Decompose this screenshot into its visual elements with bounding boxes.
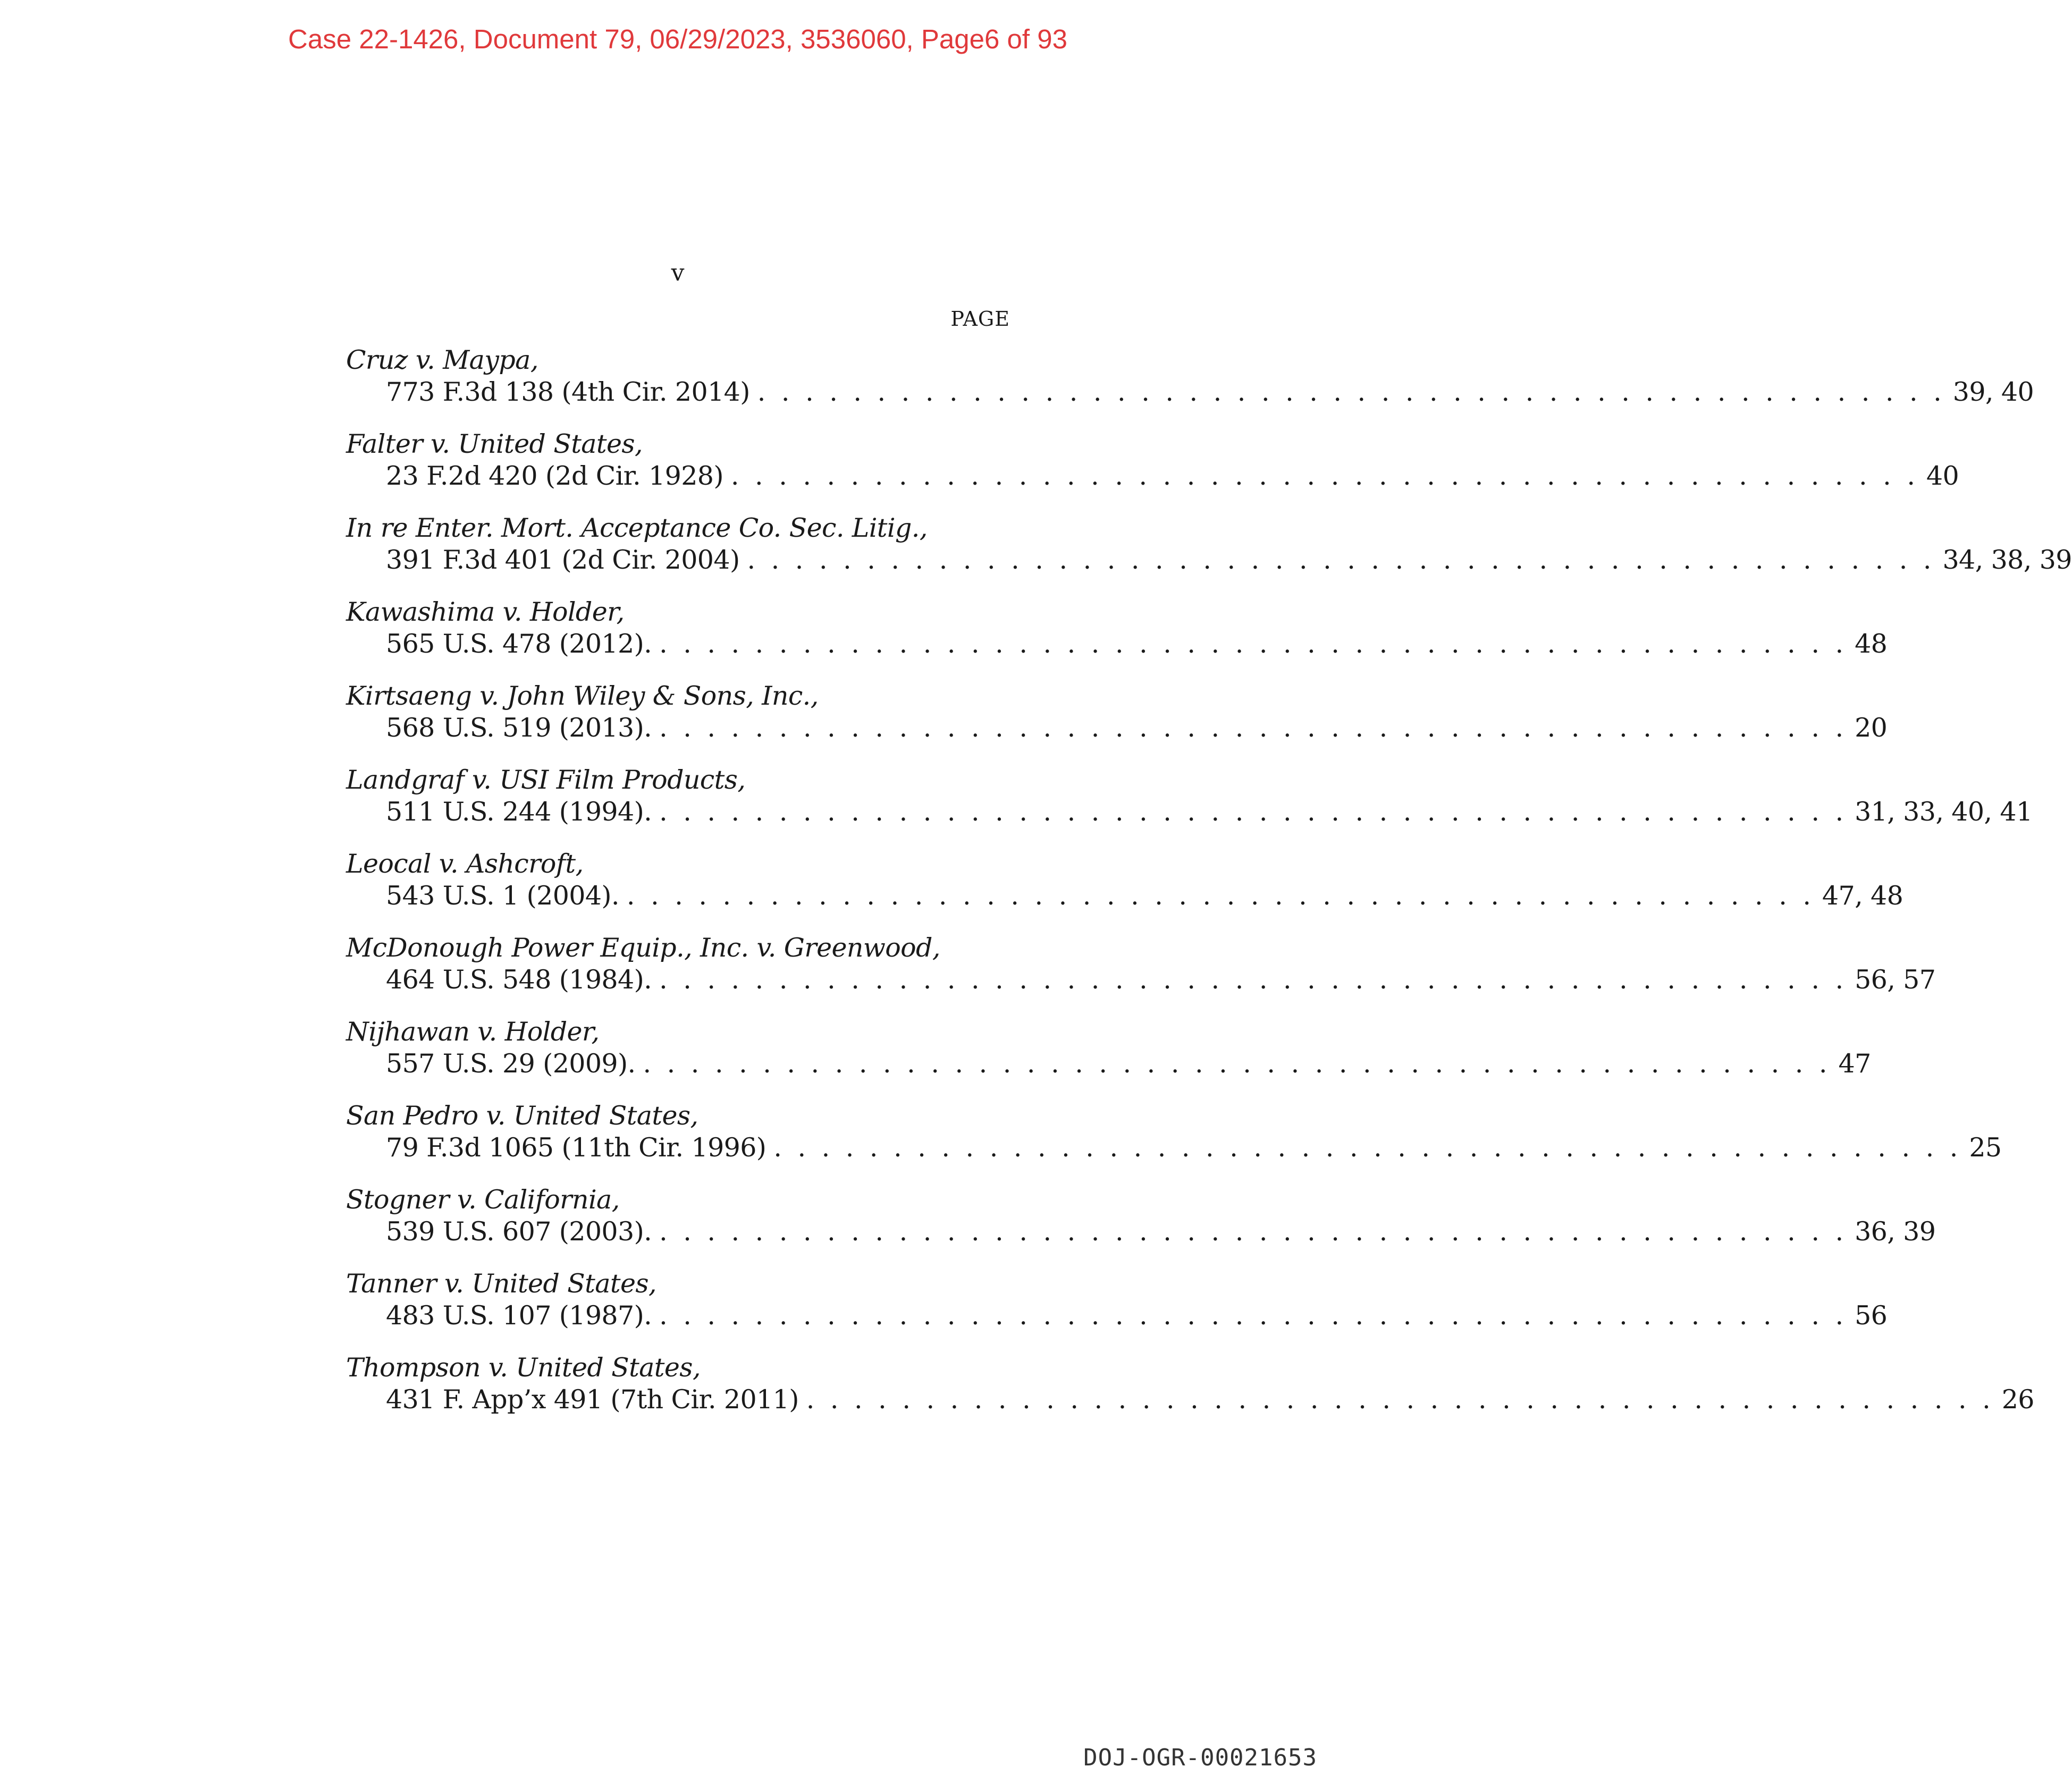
citation-row bbox=[386, 796, 2033, 828]
case-name: Cruz v. Maypa, bbox=[346, 345, 538, 375]
page-refs: 47 bbox=[1838, 1049, 1871, 1079]
toc-entry bbox=[346, 1016, 1871, 1080]
citation: 543 U.S. 1 (2004). bbox=[386, 881, 619, 911]
dot-leader: . . . . . . . . . . . . . . . . . . . . . . . . . . . . . . . . . . . . . . . . . . . . . . . . . . bbox=[659, 1216, 1848, 1247]
dot-leader: . . . . . . . . . . . . . . . . . . . . . . . . . . . . . . . . . . . . . . . . . . . . . . . . . . bbox=[626, 881, 1815, 911]
citation-row bbox=[386, 880, 1903, 912]
citation-row bbox=[386, 1132, 2002, 1164]
citation: 431 F. App’x 491 (7th Cir. 2011) bbox=[386, 1384, 799, 1415]
citation-row bbox=[386, 376, 2034, 408]
citation-row bbox=[386, 1300, 1888, 1332]
page-refs: 47, 48 bbox=[1822, 881, 1903, 911]
dot-leader: . . . . . . . . . . . . . . . . . . . . . . . . . . . . . . . . . . . . . . . . . . . . . . . . . . bbox=[643, 1049, 1831, 1079]
case-name: Thompson v. United States, bbox=[346, 1352, 701, 1383]
citation: 773 F.3d 138 (4th Cir. 2014) bbox=[386, 377, 750, 407]
page-refs: 48 bbox=[1855, 629, 1888, 659]
toc-entry bbox=[346, 1184, 1936, 1248]
case-header-stamp: Case 22-1426, Document 79, 06/29/2023, 3536060, Page6 of 93 bbox=[288, 24, 1067, 54]
citation-row bbox=[386, 1384, 2034, 1416]
table-of-authorities bbox=[346, 344, 2072, 1436]
case-name: Landgraf v. USI Film Products, bbox=[346, 765, 746, 795]
toc-entry bbox=[346, 1352, 2034, 1416]
page-refs: 56, 57 bbox=[1855, 965, 1936, 995]
dot-leader: . . . . . . . . . . . . . . . . . . . . . . . . . . . . . . . . . . . . . . . . . . . . . . . . . . bbox=[659, 965, 1848, 995]
toc-entry bbox=[346, 1100, 2002, 1164]
dot-leader: . . . . . . . . . . . . . . . . . . . . . . . . . . . . . . . . . . . . . . . . . . . . . . . . . . bbox=[773, 1132, 1962, 1163]
citation: 464 U.S. 548 (1984). bbox=[386, 965, 652, 995]
citation-row bbox=[386, 964, 1936, 996]
case-name: Nijhawan v. Holder, bbox=[346, 1017, 600, 1047]
dot-leader: . . . . . . . . . . . . . . . . . . . . . . . . . . . . . . . . . . . . . . . . . . . . . . . . . . bbox=[806, 1384, 1994, 1415]
citation: 565 U.S. 478 (2012). bbox=[386, 629, 652, 659]
case-name: McDonough Power Equip., Inc. v. Greenwood, bbox=[346, 933, 940, 963]
page-column-label: PAGE bbox=[950, 307, 1010, 331]
page-refs: 39, 40 bbox=[1952, 377, 2034, 407]
toc-entry bbox=[346, 764, 2033, 828]
citation-row bbox=[386, 1048, 1871, 1080]
toc-entry bbox=[346, 344, 2034, 408]
page-refs: 56 bbox=[1855, 1300, 1888, 1331]
citation: 391 F.3d 401 (2d Cir. 2004) bbox=[386, 545, 740, 575]
citation: 483 U.S. 107 (1987). bbox=[386, 1300, 652, 1331]
case-name: San Pedro v. United States, bbox=[346, 1101, 698, 1131]
case-name: Kirtsaeng v. John Wiley & Sons, Inc., bbox=[346, 681, 819, 711]
dot-leader: . . . . . . . . . . . . . . . . . . . . . . . . . . . . . . . . . . . . . . . . . . . . . . . . . . bbox=[730, 461, 1919, 491]
page-refs: 36, 39 bbox=[1855, 1216, 1936, 1247]
case-name: Stogner v. California, bbox=[346, 1185, 620, 1215]
page-refs: 26 bbox=[2001, 1384, 2034, 1415]
citation: 568 U.S. 519 (2013). bbox=[386, 713, 652, 743]
case-name: Leocal v. Ashcroft, bbox=[346, 849, 584, 879]
case-name: Tanner v. United States, bbox=[346, 1269, 656, 1299]
page-refs: 25 bbox=[1969, 1132, 2002, 1163]
citation-row bbox=[386, 460, 1959, 492]
citation: 511 U.S. 244 (1994). bbox=[386, 797, 652, 827]
page-refs: 34, 38, 39 bbox=[1942, 545, 2072, 575]
toc-entry bbox=[346, 428, 1959, 492]
citation-row bbox=[386, 544, 2072, 576]
dot-leader: . . . . . . . . . . . . . . . . . . . . . . . . . . . . . . . . . . . . . . . . . . . . . . . . . . bbox=[659, 713, 1848, 743]
page-refs: 40 bbox=[1926, 461, 1959, 491]
toc-entry bbox=[346, 932, 1936, 996]
citation: 557 U.S. 29 (2009). bbox=[386, 1049, 636, 1079]
toc-entry bbox=[346, 1268, 1888, 1332]
dot-leader: . . . . . . . . . . . . . . . . . . . . . . . . . . . . . . . . . . . . . . . . . . . . . . . . . . bbox=[659, 1300, 1848, 1331]
citation: 539 U.S. 607 (2003). bbox=[386, 1216, 652, 1247]
page-number: v bbox=[671, 259, 685, 286]
bates-number: DOJ-OGR-00021653 bbox=[1083, 1744, 1317, 1771]
case-name: In re Enter. Mort. Acceptance Co. Sec. Litig., bbox=[346, 513, 928, 543]
toc-entry bbox=[346, 680, 1888, 744]
citation-row bbox=[386, 1216, 1936, 1248]
dot-leader: . . . . . . . . . . . . . . . . . . . . . . . . . . . . . . . . . . . . . . . . . . . . . . . . . . bbox=[747, 545, 1935, 575]
toc-entry bbox=[346, 596, 1888, 660]
citation-row bbox=[386, 712, 1888, 744]
dot-leader: . . . . . . . . . . . . . . . . . . . . . . . . . . . . . . . . . . . . . . . . . . . . . . . . . . bbox=[757, 377, 1945, 407]
page-refs: 20 bbox=[1855, 713, 1888, 743]
toc-entry bbox=[346, 848, 1903, 912]
citation: 23 F.2d 420 (2d Cir. 1928) bbox=[386, 461, 723, 491]
citation: 79 F.3d 1065 (11th Cir. 1996) bbox=[386, 1132, 767, 1163]
page-refs: 31, 33, 40, 41 bbox=[1855, 797, 2033, 827]
toc-entry bbox=[346, 512, 2072, 576]
case-name: Falter v. United States, bbox=[346, 429, 643, 459]
dot-leader: . . . . . . . . . . . . . . . . . . . . . . . . . . . . . . . . . . . . . . . . . . . . . . . . . . bbox=[659, 629, 1848, 659]
citation-row bbox=[386, 628, 1888, 660]
dot-leader: . . . . . . . . . . . . . . . . . . . . . . . . . . . . . . . . . . . . . . . . . . . . . . . . . . bbox=[659, 797, 1848, 827]
case-name: Kawashima v. Holder, bbox=[346, 597, 625, 627]
